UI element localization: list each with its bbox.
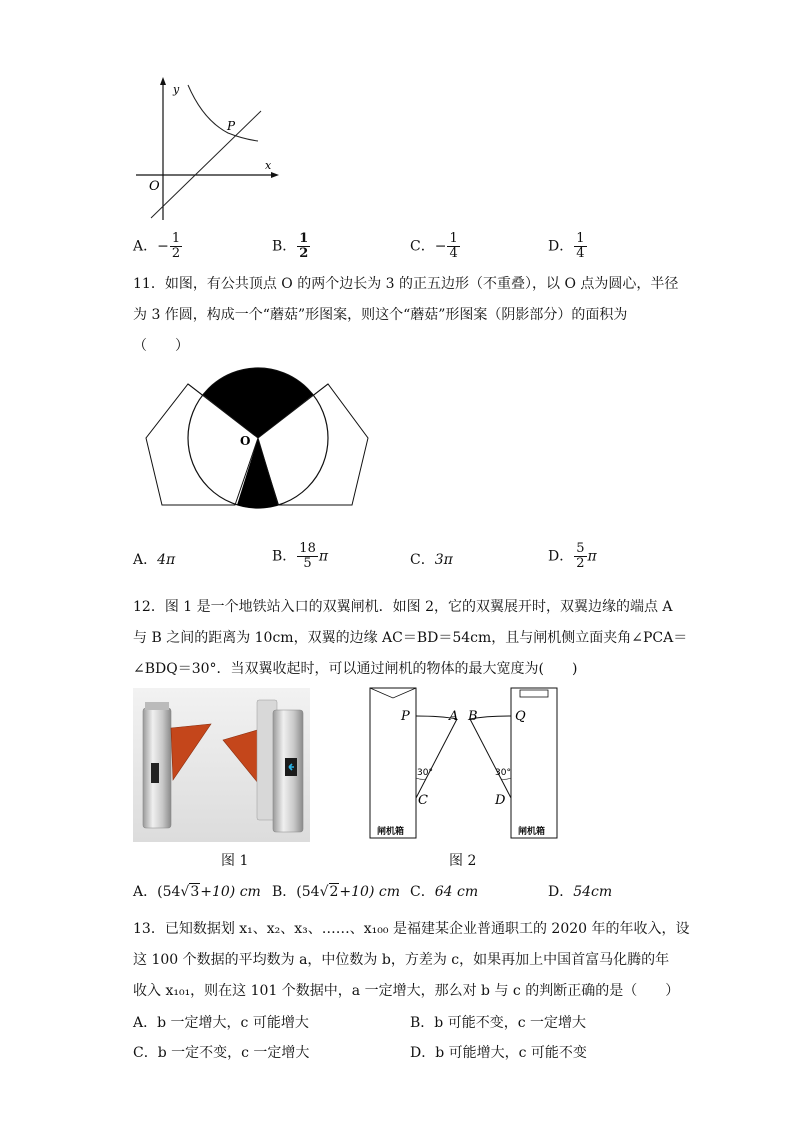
option-label: A． xyxy=(133,552,158,568)
q10-option-c[interactable] xyxy=(410,232,461,261)
q13-text-line-3: 收入 x₁₀₁，则在这 101 个数据中，a 一定增大，那么对 b 与 c 的判断正确的是（ ） xyxy=(133,983,680,999)
fraction xyxy=(447,232,459,261)
q12-option-b[interactable]: B．(54√2+10) cm xyxy=(272,884,400,900)
left-cabinet-top xyxy=(145,702,169,710)
q11-option-a[interactable] xyxy=(133,550,175,570)
coordinate-graph xyxy=(133,75,283,225)
q12-text-line-1: 12．图 1 是一个地铁站入口的双翼闸机．如图 2，它的双翼展开时，双翼边缘的端点 A xyxy=(133,599,673,615)
option-label: A． xyxy=(133,238,158,255)
denominator: 2 xyxy=(299,246,309,261)
option-label: B． xyxy=(272,238,297,255)
q12-text-line-3: ∠BDQ＝30°．当双翼收起时，可以通过闸机的物体的最大宽度为( ) xyxy=(133,661,578,677)
expr-prefix: (54 xyxy=(157,884,181,900)
denominator: 4 xyxy=(576,246,585,261)
fraction xyxy=(297,542,318,571)
q12-option-a[interactable]: A．(54√3+10) cm xyxy=(133,884,261,900)
option-label: C． xyxy=(410,884,435,900)
fraction xyxy=(170,232,182,261)
option-label: B． xyxy=(272,548,297,565)
numerator: 1 xyxy=(449,231,458,246)
straight-line xyxy=(151,111,261,218)
numerator: 18 xyxy=(299,541,316,556)
option-label: C． xyxy=(410,552,435,568)
minus-sign: − xyxy=(434,238,447,255)
angle-label-left: 30° xyxy=(417,768,433,778)
q13-option-d[interactable]: D．b 可能增大，c 可能不变 xyxy=(410,1045,587,1061)
q11-text-line-3: （ ） xyxy=(133,338,189,354)
angle-label-right: 30° xyxy=(495,768,511,778)
q11-option-d[interactable] xyxy=(548,542,597,571)
figure-2-caption: 图 2 xyxy=(449,853,477,869)
denominator: 2 xyxy=(576,556,585,571)
q11-text-line-2: 为 3 作圆，构成一个“蘑菇”形图案，则这个“蘑菇”形图案（阴影部分）的面积为 xyxy=(133,307,628,323)
radicand: 3 xyxy=(190,884,200,900)
option-value: 4π xyxy=(157,552,176,568)
fraction xyxy=(574,232,586,261)
option-label: D． xyxy=(548,548,574,565)
box-label-right: 闸机箱 xyxy=(518,827,546,837)
minus-sign: − xyxy=(157,238,169,255)
box-label-left: 闸机箱 xyxy=(377,827,405,837)
q10-option-d[interactable] xyxy=(548,232,588,261)
q13-option-a[interactable]: A．b 一定增大，c 可能增大 xyxy=(133,1015,309,1031)
pi-symbol: π xyxy=(587,548,597,565)
option-label: D． xyxy=(548,884,574,900)
option-value: 54cm xyxy=(573,884,613,900)
q13-option-c[interactable]: C．b 一定不变，c 一定增大 xyxy=(133,1045,310,1061)
q11-option-b[interactable] xyxy=(272,542,328,571)
option-label: D． xyxy=(548,238,574,255)
origin-label: O xyxy=(149,179,160,194)
q13-text-line-1: 13．已知数据划 x₁、x₂、x₃、……、x₁₀₀ 是福建某企业普通职工的 2020 年的年收入，设 xyxy=(133,921,690,937)
q12-option-d[interactable] xyxy=(548,882,612,902)
figure-1-caption: 图 1 xyxy=(221,853,249,869)
fraction xyxy=(574,542,586,571)
q10-option-a[interactable] xyxy=(133,232,183,261)
x-axis-arrow xyxy=(271,172,279,178)
label-d: D xyxy=(495,793,506,808)
radicand: 2 xyxy=(329,884,339,900)
fraction xyxy=(297,232,310,261)
option-value: 64 cm xyxy=(434,884,479,900)
y-axis-arrow xyxy=(160,77,166,85)
q13-option-b[interactable]: B．b 可能不变，c 一定增大 xyxy=(410,1015,586,1031)
option-label: A． xyxy=(133,884,158,900)
numerator: 1 xyxy=(171,231,181,246)
wing-edge-db xyxy=(470,719,511,798)
label-q: Q xyxy=(515,709,526,724)
expr-suffix: +10) cm xyxy=(200,884,261,900)
label-p: P xyxy=(401,709,410,724)
denominator: 4 xyxy=(449,246,458,261)
center-o-label: O xyxy=(240,434,251,448)
q11-option-c[interactable] xyxy=(410,550,453,570)
denominator: 2 xyxy=(171,246,181,261)
gate-diagram-figure xyxy=(363,686,563,844)
option-value: 3π xyxy=(434,552,453,568)
q13-text-line-2: 这 100 个数据的平均数为 a，中位数为 b，方差为 c，如果再加上中国首富马化腾的年 xyxy=(133,952,670,968)
expr-prefix: (54 xyxy=(296,884,320,900)
angle-arc-left xyxy=(416,778,426,779)
denominator: 5 xyxy=(303,556,312,571)
angle-arc-right xyxy=(501,778,511,779)
gate-photo-figure xyxy=(133,688,310,842)
left-cabinet-display xyxy=(151,763,159,783)
pi-symbol: π xyxy=(318,548,329,565)
mushroom-figure xyxy=(140,362,370,514)
point-p-label: P xyxy=(227,119,236,133)
label-c: C xyxy=(418,793,428,808)
option-label: C． xyxy=(410,238,435,255)
q10-option-b[interactable] xyxy=(272,232,311,261)
option-label: B． xyxy=(272,884,297,900)
wing-edge-ca xyxy=(416,719,457,798)
q12-option-c[interactable] xyxy=(410,882,478,902)
expr-suffix: +10) cm xyxy=(339,884,400,900)
numerator: 1 xyxy=(299,231,309,246)
y-label: y xyxy=(173,83,180,96)
hyperbola-curve xyxy=(188,85,258,141)
label-b: B xyxy=(468,709,478,724)
right-box-slot xyxy=(520,690,548,697)
x-label: x xyxy=(265,159,272,172)
numerator: 5 xyxy=(576,541,585,556)
q11-text-line-1: 11．如图，有公共顶点 O 的两个边长为 3 的正五边形（不重叠），以 O 点为圆心，半径 xyxy=(133,276,679,292)
label-a: A xyxy=(449,709,459,724)
numerator: 1 xyxy=(576,231,585,246)
q12-text-line-2: 与 B 之间的距离为 10cm，双翼的边缘 AC＝BD＝54cm，且与闸机侧立面夹角∠PCA＝ xyxy=(133,630,688,646)
